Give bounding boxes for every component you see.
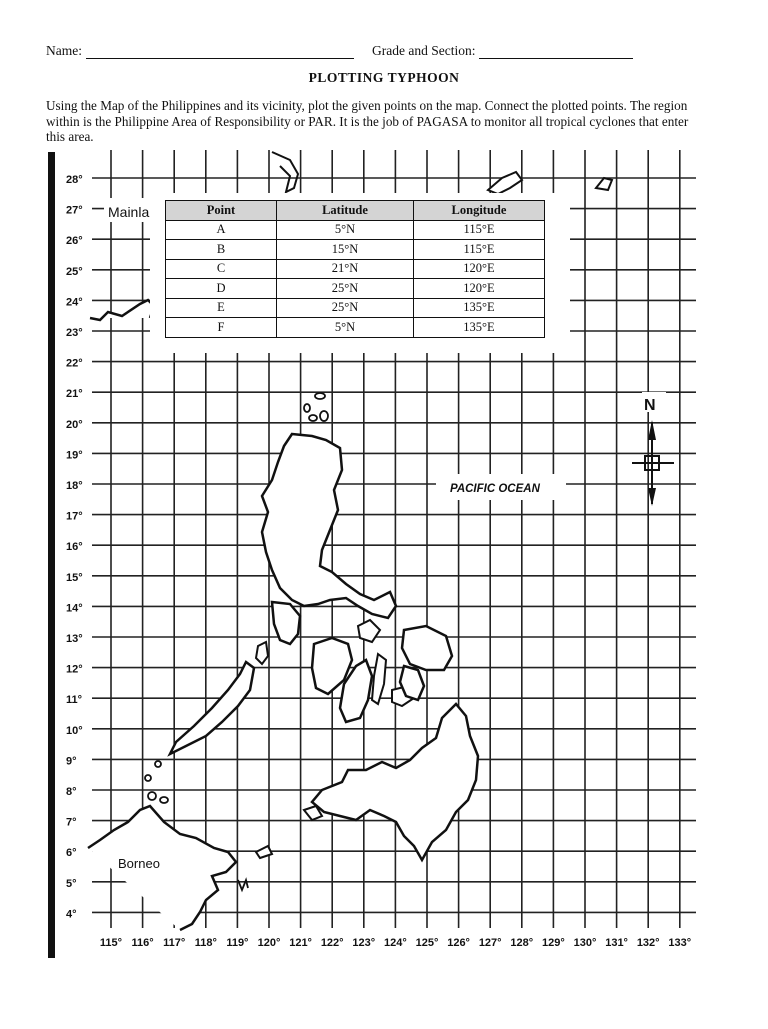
- cell-latitude: 25°N: [277, 279, 414, 299]
- masbate-island: [358, 620, 380, 642]
- longitude-label: 124°: [384, 937, 407, 949]
- cell-latitude: 5°N: [277, 318, 414, 338]
- table-row: [166, 279, 545, 299]
- sulu-islet-2: [148, 792, 156, 800]
- points-table: [165, 200, 545, 338]
- col-header-latitude: Latitude: [277, 201, 414, 221]
- island-ryukyu-1: [488, 172, 522, 194]
- cell-latitude: 25°N: [277, 298, 414, 318]
- latitude-label: 15°: [66, 571, 83, 584]
- latitude-label: 11°: [66, 694, 83, 707]
- latitude-label: 21°: [66, 388, 83, 401]
- map-left-border: [48, 152, 55, 958]
- cell-latitude: 15°N: [277, 240, 414, 260]
- sulu-islet-5: [155, 761, 161, 767]
- page-title: PLOTTING TYPHOON: [308, 70, 460, 85]
- latitude-label: 5°: [66, 877, 77, 890]
- table-row: [166, 318, 545, 338]
- table-row: [166, 220, 545, 240]
- batanes-islet-3: [309, 415, 317, 421]
- longitude-label: 123°: [352, 937, 376, 949]
- latitude-label: 27°: [66, 204, 83, 217]
- col-header-longitude: Longitude: [414, 201, 545, 221]
- borneo-label: Borneo: [118, 856, 160, 871]
- table-row: [166, 259, 545, 279]
- cell-point: F: [166, 318, 277, 338]
- longitude-label: 115°: [99, 937, 123, 949]
- island-ryukyu-2: [596, 178, 612, 190]
- longitude-label: 129°: [542, 937, 565, 949]
- batanes-islet-2: [315, 393, 325, 399]
- longitude-label: 130°: [573, 937, 597, 949]
- compass-icon: [632, 392, 674, 506]
- longitude-label: 133°: [668, 937, 692, 949]
- latitude-label: 4°: [66, 908, 77, 921]
- sulu-islet-3: [160, 797, 168, 803]
- latitude-label: 7°: [66, 816, 77, 829]
- samar-island: [402, 626, 452, 670]
- cell-longitude: 120°E: [414, 279, 545, 299]
- mainland-coast: [90, 300, 154, 320]
- cebu-island: [372, 654, 386, 704]
- cell-longitude: 135°E: [414, 298, 545, 318]
- latitude-label: 25°: [66, 265, 83, 278]
- latitude-label: 23°: [66, 327, 83, 339]
- latitude-label: 9°: [66, 755, 77, 768]
- cell-longitude: 115°E: [414, 240, 545, 260]
- cell-point: B: [166, 240, 277, 260]
- cell-latitude: 5°N: [277, 220, 414, 240]
- longitude-label: 117°: [163, 937, 186, 949]
- luzon-island: [262, 434, 396, 618]
- mainland-label: Mainla: [108, 204, 150, 220]
- latitude-label: 8°: [66, 786, 77, 798]
- longitude-label: 122°: [320, 937, 344, 949]
- latitude-label: 17°: [66, 510, 83, 523]
- table-row: [166, 240, 545, 260]
- longitude-labels: [100, 937, 691, 949]
- north-label: N: [644, 397, 656, 414]
- longitude-label: 128°: [510, 937, 534, 949]
- latitude-label: 22°: [66, 357, 83, 370]
- latitude-label: 20°: [66, 418, 83, 431]
- cell-longitude: 120°E: [414, 259, 545, 279]
- latitude-label: 13°: [66, 633, 83, 645]
- grade-section-label: Grade and Section:: [372, 43, 476, 58]
- latitude-label: 18°: [66, 480, 83, 492]
- latitude-label: 26°: [66, 235, 83, 248]
- table-row: [166, 298, 545, 318]
- longitude-label: 118°: [194, 937, 217, 949]
- latitude-label: 16°: [66, 541, 83, 554]
- sulu-islet-4: [145, 775, 151, 781]
- batanes-islet-4: [320, 411, 328, 421]
- latitude-label: 14°: [66, 602, 83, 615]
- longitude-label: 132°: [636, 937, 660, 949]
- latitude-label: 28°: [66, 174, 83, 186]
- longitude-label: 121°: [289, 937, 312, 949]
- palawan-island: [170, 662, 254, 754]
- cell-point: D: [166, 279, 277, 299]
- table-header-row: [166, 201, 545, 221]
- instructions-text: Using the Map of the Philippines and its vicinity, plot the given points on the map. Connect the plotted points. The region within is the Philippine Area of Responsibility or PAR. It is the job of PAGASA to monitor all tropical cyclones that enter this area.: [46, 98, 689, 144]
- longitude-label: 119°: [226, 937, 249, 949]
- taiwan-north-fragment: [272, 152, 298, 192]
- name-label: Name:: [46, 43, 82, 58]
- cell-latitude: 21°N: [277, 259, 414, 279]
- pacific-ocean-label: PACIFIC OCEAN: [450, 483, 540, 495]
- cell-longitude: 115°E: [414, 220, 545, 240]
- latitude-label: 24°: [66, 296, 83, 309]
- latitude-label: 6°: [66, 847, 77, 860]
- palawan-islet: [256, 642, 268, 664]
- latitude-label: 12°: [66, 663, 83, 676]
- batanes-islet-1: [304, 404, 310, 412]
- latitude-label: 19°: [66, 449, 83, 462]
- longitude-label: 131°: [605, 937, 628, 949]
- longitude-label: 127°: [478, 937, 502, 949]
- cell-point: E: [166, 298, 277, 318]
- longitude-label: 120°: [257, 937, 281, 949]
- cell-point: C: [166, 259, 277, 279]
- longitude-label: 125°: [415, 937, 439, 949]
- longitude-label: 126°: [447, 937, 470, 949]
- cell-point: A: [166, 220, 277, 240]
- latitude-label: 10°: [66, 724, 83, 737]
- col-header-point: Point: [166, 201, 277, 221]
- latitude-labels: [66, 174, 83, 920]
- cell-longitude: 135°E: [414, 318, 545, 338]
- longitude-label: 116°: [131, 937, 154, 949]
